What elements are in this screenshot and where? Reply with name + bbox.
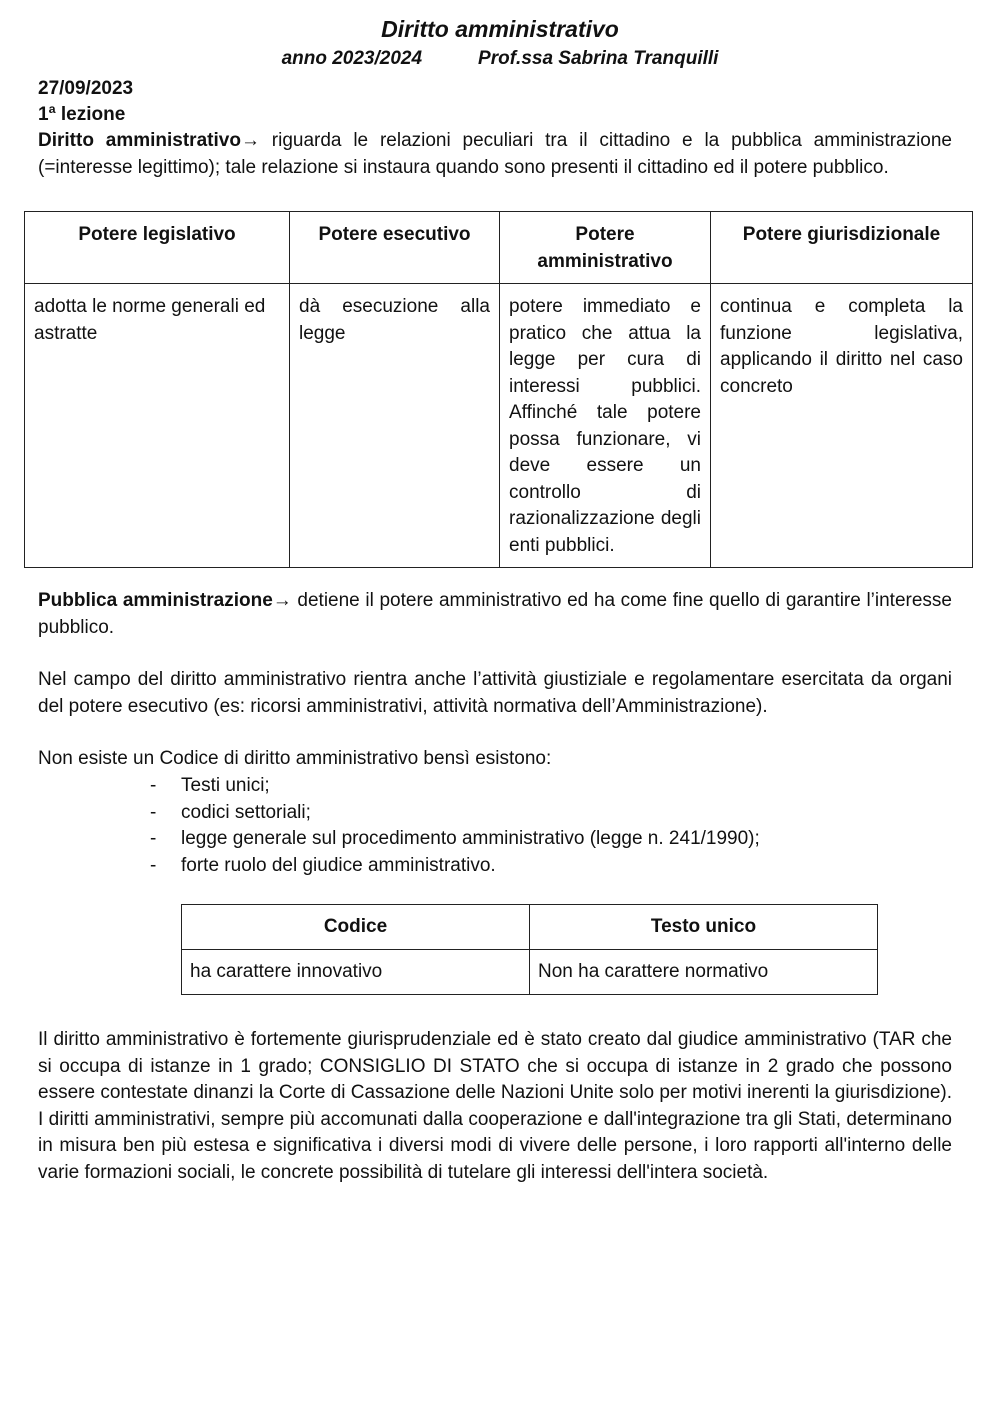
intro-text: → riguarda le relazioni peculiari tra il cittadino e la pubblica amministrazione (=interesse legittimo); tale relazione si instaura quando sono presenti il cittadino ed il potere pubblico. — [38, 130, 953, 178]
list-item — [0, 800, 760, 827]
list-item — [0, 826, 760, 853]
list-item — [0, 853, 760, 880]
powers-cell: potere immediato e pratico che attua la legge per cura di interessi pubblici. Affinché tale potere possa funzionare, vi deve essere un controllo di razionalizzazione degli enti pubblici. — [500, 284, 711, 568]
document-subtitle — [0, 46, 1000, 72]
academic-year: anno 2023/2024 — [281, 48, 423, 69]
powers-table-row — [25, 284, 973, 568]
intro-term: Diritto amministrativo — [38, 130, 241, 151]
powers-table — [24, 211, 973, 568]
compare-header-cell: Testo unico — [530, 905, 878, 950]
list-bullet: - — [150, 828, 157, 849]
compare-header-cell: Codice — [182, 905, 530, 950]
closing-paragraph: Il diritto amministrativo è fortemente giurisprudenziale ed è stato creato dal giudice amministrativo (TAR che si occupa di istanze in 1 grado; CONSIGLIO DI STATO che si occupa di istanze in 2 grado che possono essere contestate dinanzi la Corte di Cassazione delle Nazioni Unite solo per motivi inerenti la giurisdizione). I diritti amministrativi, sempre più accomunati dalla cooperazione e dall'integrazione tra gli Stati, determinano in misura ben più estesa e significativa i diversi modi di vivere delle persone, i loro rapporti all'interno delle varie formazioni sociali, le concrete possibilità di tutelare gli interessi dell'intera società. — [38, 1029, 952, 1183]
compare-table-header-row — [182, 905, 878, 950]
campo-paragraph: Nel campo del diritto amministrativo rientra anche l’attività giustiziale e regolamentare esercitata da organi del potere esecutivo (es: ricorsi amministrativi, attività normativa dell’Amministrazione). — [38, 669, 952, 717]
list-bullet: - — [150, 775, 157, 796]
list-item-text: codici settoriali; — [181, 801, 311, 823]
list-bullet: - — [150, 854, 157, 876]
powers-cell: dà esecuzione alla legge — [290, 284, 500, 568]
intro-paragraph — [38, 128, 952, 181]
compare-table-row — [182, 950, 878, 995]
powers-header-cell: Potere esecutivo — [290, 212, 500, 284]
codice-intro: Non esiste un Codice di diritto amministrativo bensì esistono: — [38, 748, 552, 769]
list-item-text: forte ruolo del giudice amministrativo. — [181, 854, 496, 876]
lesson-number: 1ª lezione — [38, 104, 126, 125]
compare-cell: ha carattere innovativo — [182, 950, 530, 995]
powers-cell: adotta le norme generali ed astratte — [25, 284, 290, 568]
powers-header-cell: Potere legislativo — [25, 212, 290, 284]
powers-table-header-row — [25, 212, 973, 284]
list-item-text: legge generale sul procedimento amministrativo (legge n. 241/1990); — [181, 828, 760, 849]
list-bullet: - — [150, 801, 157, 823]
sources-list — [0, 773, 760, 879]
list-item — [0, 773, 760, 800]
pa-term: Pubblica amministrazione — [38, 590, 273, 611]
professor-name: Prof.ssa Sabrina Tranquilli — [478, 48, 719, 69]
document-title: Diritto amministrativo — [381, 16, 619, 42]
compare-table — [181, 904, 878, 995]
pa-paragraph — [38, 588, 952, 641]
powers-header-cell: Potere giurisdizionale — [711, 212, 973, 284]
powers-cell: continua e completa la funzione legislativa, applicando il diritto nel caso concreto — [711, 284, 973, 568]
powers-header-cell: Potere amministrativo — [500, 212, 711, 284]
compare-cell: Non ha carattere normativo — [530, 950, 878, 995]
list-item-text: Testi unici; — [181, 775, 270, 796]
pa-text: → detiene il potere amministrativo ed ha come fine quello di garantire l’interesse pubblico. — [38, 590, 952, 638]
lesson-date: 27/09/2023 — [38, 78, 134, 99]
